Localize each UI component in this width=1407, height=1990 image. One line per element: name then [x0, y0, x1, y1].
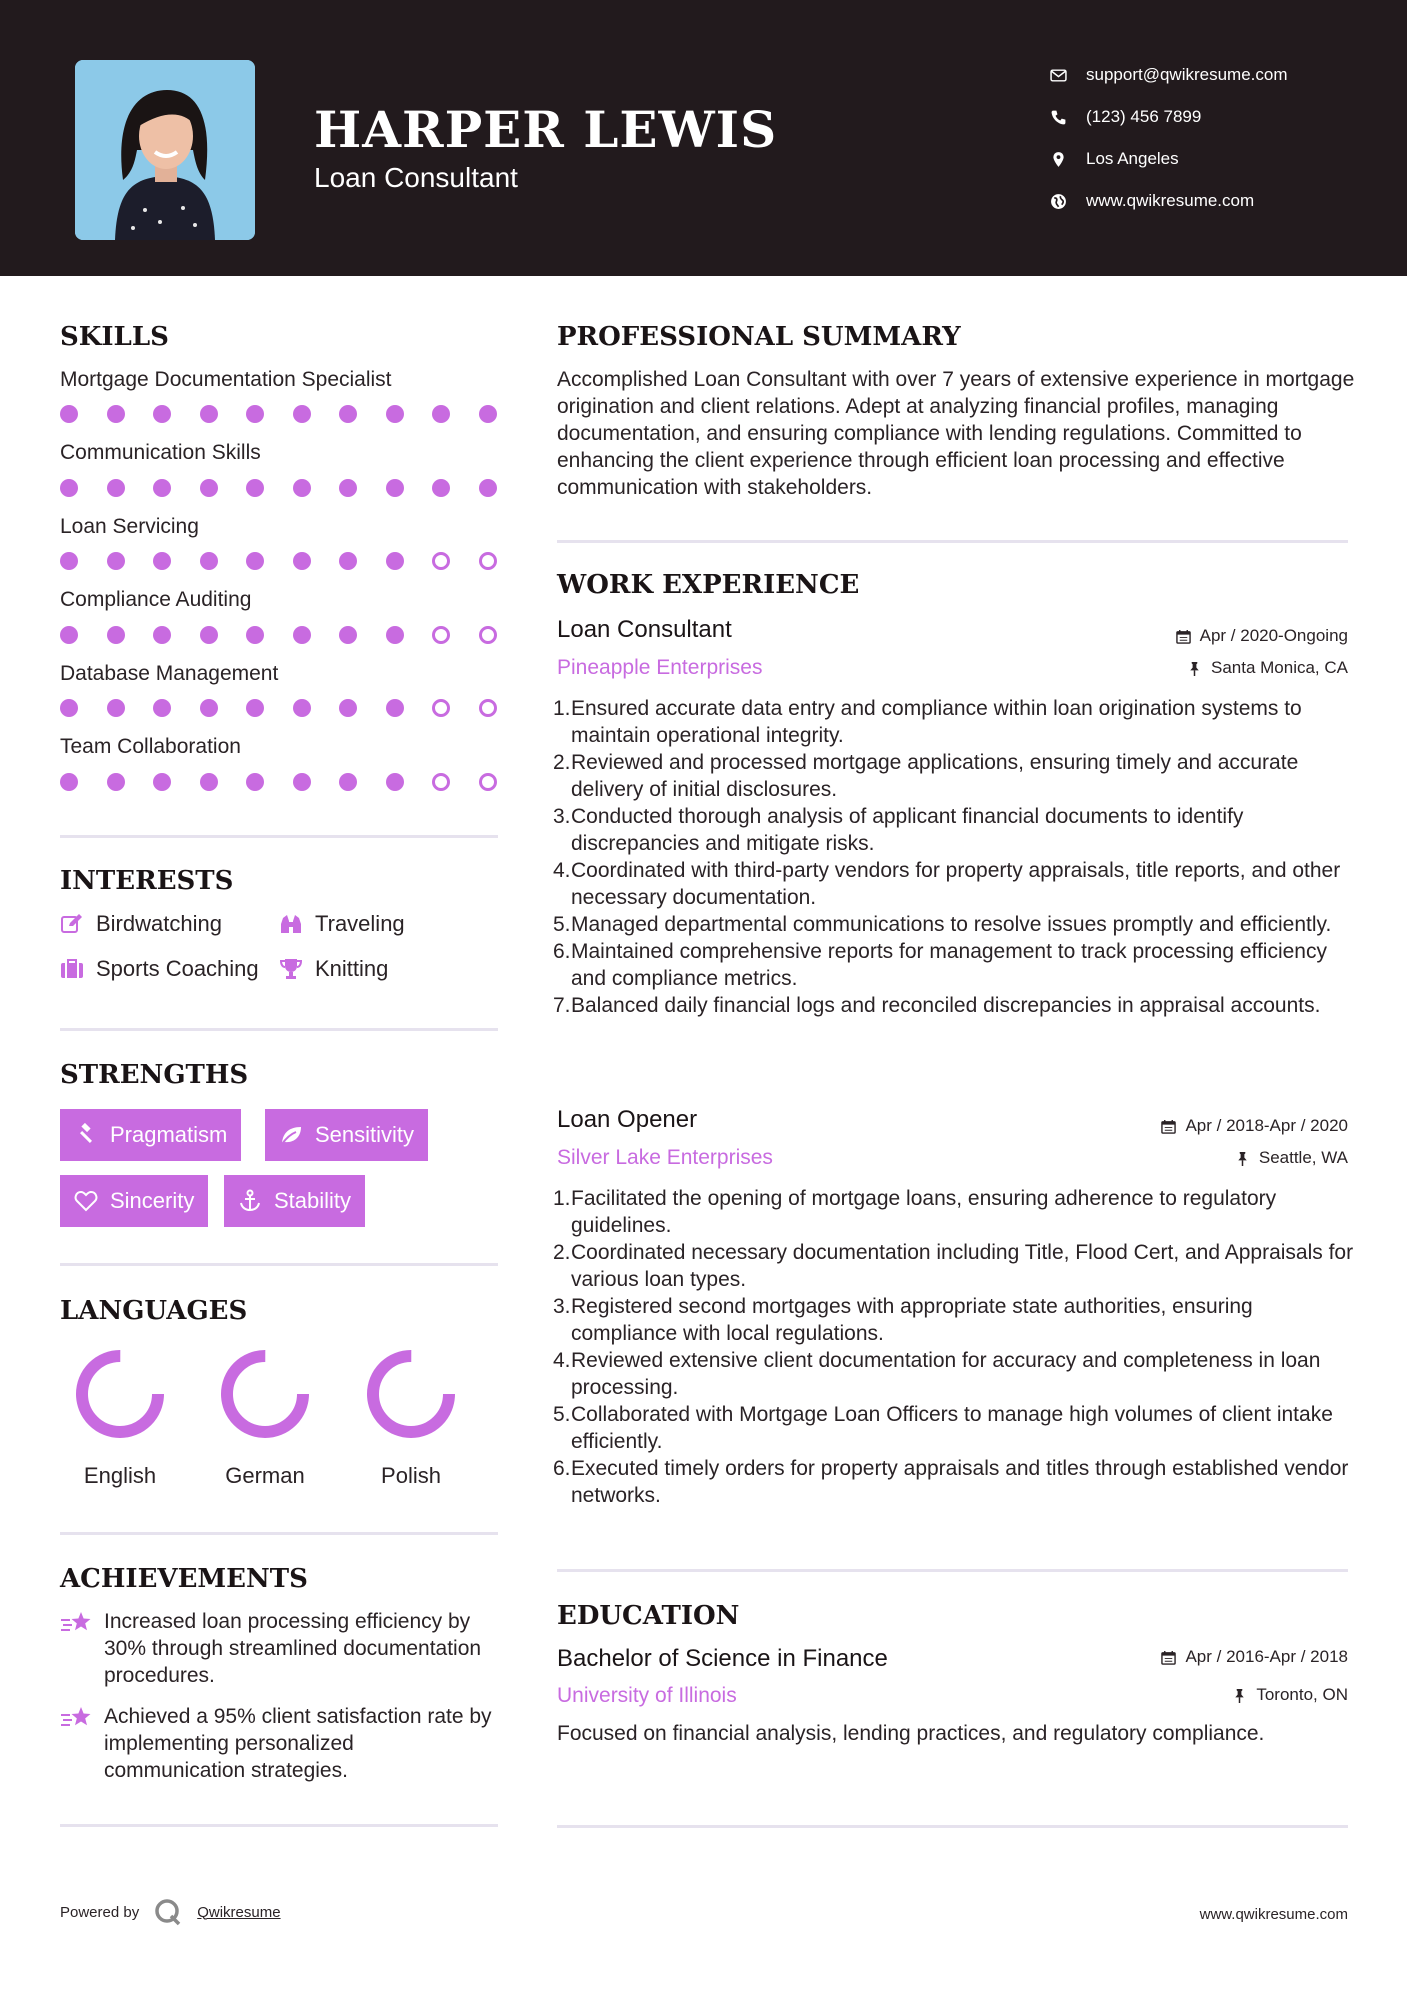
list-item: 3. Registered second mortgages with appropriate state authorities, ensuring compliance with local regulations.: [553, 1295, 1253, 1345]
rating-dot-filled: [60, 626, 78, 644]
calendar-icon: [1176, 629, 1191, 644]
language-item: English: [60, 1347, 180, 1489]
skill-name: Communication Skills: [60, 441, 261, 464]
envelope-icon: [1050, 67, 1086, 84]
briefcase-icon: [60, 957, 84, 981]
rating-dot-filled: [246, 699, 264, 717]
map-pin-icon: [1050, 151, 1086, 168]
language-item: Polish: [351, 1347, 471, 1489]
strength-tag: Stability: [224, 1175, 365, 1227]
summary-heading: PROFESSIONAL SUMMARY: [557, 322, 961, 352]
interest-item: Traveling: [279, 911, 405, 937]
shooting-star-icon: [60, 1610, 92, 1636]
language-level-ring: [218, 1347, 312, 1441]
skill-rating: [60, 626, 525, 644]
interest-item: Knitting: [279, 956, 388, 982]
rating-dot-filled: [200, 773, 218, 791]
profile-photo-image: [75, 60, 255, 240]
school-name: University of Illinois: [557, 1684, 737, 1707]
contact-list: [1050, 54, 1380, 222]
rating-dot-filled: [200, 479, 218, 497]
skill-name: Database Management: [60, 662, 279, 685]
rating-dot-filled: [339, 626, 357, 644]
interest-item: Birdwatching: [60, 911, 222, 937]
heart-icon: [74, 1189, 98, 1213]
rating-dot-filled: [386, 405, 404, 423]
summary-text: Accomplished Loan Consultant with over 7 years of extensive experience in mortgage origination and client relations. Adept at analyzing financial profiles, managing documentation, and ensuring compliance with lending regulations. Committed to enhancing the client experience through efficient loan processing and effective communication with stakeholders.: [557, 368, 1355, 499]
job-title: Loan Opener: [557, 1106, 698, 1133]
rating-dot-filled: [246, 773, 264, 791]
rating-dot-filled: [153, 405, 171, 423]
list-item: 4. Coordinated with third-party vendors for property appraisals, title reports, and other necessary documentation.: [553, 859, 1341, 909]
rating-dot-filled: [246, 479, 264, 497]
degree-title: Bachelor of Science in Finance: [557, 1645, 888, 1672]
rating-dot-filled: [432, 479, 450, 497]
footer-website-link[interactable]: www.qwikresume.com: [1199, 1906, 1348, 1923]
list-item: 1. Facilitated the opening of mortgage loans, ensuring adherence to regulatory guidelines.: [553, 1187, 1277, 1237]
rating-dot-filled: [293, 626, 311, 644]
education-heading: EDUCATION: [557, 1601, 740, 1631]
language-item: German: [205, 1347, 325, 1489]
skill-name: Loan Servicing: [60, 515, 199, 538]
rating-dot-empty: [432, 773, 450, 791]
rating-dot-filled: [432, 405, 450, 423]
rating-dot-empty: [479, 552, 497, 570]
strength-tag: Sincerity: [60, 1175, 208, 1227]
list-item: 5. Collaborated with Mortgage Loan Officers to manage high volumes of client intake efficiently.: [553, 1403, 1333, 1453]
list-item: 2. Reviewed and processed mortgage applications, ensuring timely and accurate delivery of initial disclosures.: [553, 751, 1299, 801]
footer-powered-by: Powered by Qwikresume: [60, 1897, 281, 1927]
rating-dot-filled: [107, 405, 125, 423]
rating-dot-filled: [246, 626, 264, 644]
leaf-icon: [279, 1123, 303, 1147]
rating-dot-filled: [246, 405, 264, 423]
languages-heading: LANGUAGES: [60, 1296, 248, 1326]
interest-item: Sports Coaching: [60, 956, 259, 982]
rating-dot-filled: [200, 552, 218, 570]
rating-dot-filled: [60, 405, 78, 423]
rating-dot-filled: [60, 773, 78, 791]
candidate-role: Loan Consultant: [314, 162, 518, 193]
job-title: Loan Consultant: [557, 616, 732, 643]
contact-phone[interactable]: (123) 456 7899: [1050, 96, 1380, 138]
contact-location: Los Angeles: [1050, 138, 1380, 180]
rating-dot-filled: [107, 552, 125, 570]
rating-dot-filled: [293, 479, 311, 497]
skill-rating: [60, 552, 525, 570]
candidate-name: HARPER LEWIS: [314, 100, 778, 159]
rating-dot-filled: [246, 552, 264, 570]
pushpin-icon: [1235, 1151, 1250, 1166]
section-divider: [557, 1569, 1348, 1572]
contact-website[interactable]: www.qwikresume.com: [1050, 180, 1380, 222]
qwikresume-logo-icon: [153, 1897, 183, 1927]
job-responsibilities: [553, 1185, 1357, 1509]
skill-rating: [60, 773, 525, 791]
rating-dot-filled: [339, 405, 357, 423]
profile-photo: [75, 60, 255, 240]
skill-name: Team Collaboration: [60, 735, 241, 758]
rating-dot-empty: [479, 773, 497, 791]
section-divider: [60, 1532, 498, 1535]
rating-dot-filled: [386, 626, 404, 644]
rating-dot-filled: [60, 552, 78, 570]
achievement-item: Achieved a 95% client satisfaction rate by implementing personalized communication strategies.: [60, 1703, 500, 1784]
list-item: 3. Conducted thorough analysis of applicant financial documents to identify discrepancies and mitigate risks.: [553, 805, 1244, 855]
list-item: 4. Reviewed extensive client documentation for accuracy and completeness in loan processing.: [553, 1349, 1321, 1399]
rating-dot-filled: [339, 479, 357, 497]
achievements-heading: ACHIEVEMENTS: [60, 1564, 308, 1594]
rating-dot-filled: [479, 479, 497, 497]
section-divider: [60, 1824, 498, 1827]
rating-dot-filled: [153, 552, 171, 570]
shooting-star-icon: [60, 1705, 92, 1731]
education-description: Focused on financial analysis, lending practices, and regulatory compliance.: [557, 1722, 1265, 1745]
skills-heading: SKILLS: [60, 322, 169, 352]
section-divider: [60, 1028, 498, 1031]
resume-header: [0, 0, 1407, 276]
rating-dot-filled: [153, 773, 171, 791]
rating-dot-filled: [293, 405, 311, 423]
calendar-icon: [1161, 1119, 1176, 1134]
job-responsibilities: [553, 695, 1357, 1019]
rating-dot-filled: [107, 773, 125, 791]
section-divider: [60, 835, 498, 838]
language-level-ring: [73, 1347, 167, 1441]
skill-rating: [60, 699, 525, 717]
education-location: Toronto, ON: [1232, 1685, 1348, 1705]
list-item: 5. Managed departmental communications to resolve issues promptly and efficiently.: [553, 913, 1332, 936]
rating-dot-filled: [386, 699, 404, 717]
rating-dot-filled: [339, 552, 357, 570]
rating-dot-filled: [153, 626, 171, 644]
pushpin-icon: [1187, 661, 1202, 676]
section-divider: [557, 1825, 1348, 1828]
rating-dot-empty: [479, 699, 497, 717]
rating-dot-filled: [339, 699, 357, 717]
section-divider: [557, 540, 1348, 543]
education-dates: Apr / 2016-Apr / 2018: [1161, 1647, 1348, 1667]
rating-dot-filled: [386, 552, 404, 570]
gavel-icon: [74, 1123, 98, 1147]
skill-rating: [60, 405, 525, 423]
achievement-item: Increased loan processing efficiency by 30% through streamlined documentation procedures.: [60, 1608, 500, 1689]
rating-dot-filled: [479, 405, 497, 423]
rating-dot-filled: [339, 773, 357, 791]
rating-dot-filled: [107, 479, 125, 497]
job-dates: Apr / 2020-Ongoing: [1176, 626, 1348, 646]
calendar-icon: [1161, 1650, 1176, 1665]
rating-dot-filled: [153, 699, 171, 717]
rating-dot-filled: [200, 699, 218, 717]
anchor-icon: [238, 1189, 262, 1213]
rating-dot-empty: [479, 626, 497, 644]
pencil-square-icon: [60, 912, 84, 936]
company-name: Silver Lake Enterprises: [557, 1146, 773, 1169]
strength-tag: Sensitivity: [265, 1109, 428, 1161]
binoculars-icon: [279, 912, 303, 936]
trophy-icon: [279, 957, 303, 981]
rating-dot-filled: [293, 773, 311, 791]
skill-rating: [60, 479, 525, 497]
rating-dot-empty: [432, 699, 450, 717]
rating-dot-empty: [432, 552, 450, 570]
rating-dot-filled: [293, 699, 311, 717]
rating-dot-filled: [386, 773, 404, 791]
rating-dot-filled: [60, 479, 78, 497]
rating-dot-filled: [107, 699, 125, 717]
rating-dot-filled: [293, 552, 311, 570]
job-dates: Apr / 2018-Apr / 2020: [1161, 1116, 1348, 1136]
rating-dot-filled: [153, 479, 171, 497]
rating-dot-filled: [200, 626, 218, 644]
globe-icon: [1050, 193, 1086, 210]
qwikresume-link[interactable]: Qwikresume: [197, 1903, 281, 1921]
list-item: 6. Maintained comprehensive reports for management to track processing efficiency and compliance metrics.: [553, 940, 1327, 990]
rating-dot-filled: [107, 626, 125, 644]
rating-dot-filled: [60, 699, 78, 717]
section-divider: [60, 1263, 498, 1266]
pushpin-icon: [1232, 1688, 1247, 1703]
rating-dot-empty: [432, 626, 450, 644]
job-location: Santa Monica, CA: [1187, 658, 1348, 678]
language-level-arc: [227, 1356, 303, 1432]
contact-email[interactable]: support@qwikresume.com: [1050, 54, 1380, 96]
list-item: 1. Ensured accurate data entry and compliance within loan origination systems to maintain operational integrity.: [553, 697, 1302, 747]
language-level-ring: [364, 1347, 458, 1441]
rating-dot-filled: [386, 479, 404, 497]
language-level-arc: [373, 1356, 449, 1432]
phone-icon: [1050, 109, 1086, 126]
job-location: Seattle, WA: [1235, 1148, 1348, 1168]
skill-name: Compliance Auditing: [60, 588, 252, 611]
list-item: 6. Executed timely orders for property appraisals and titles through established vendor networks.: [553, 1457, 1349, 1507]
skill-name: Mortgage Documentation Specialist: [60, 368, 392, 391]
list-item: 2. Coordinated necessary documentation including Title, Flood Cert, and Appraisals for various loan types.: [553, 1241, 1354, 1291]
rating-dot-filled: [200, 405, 218, 423]
experience-heading: WORK EXPERIENCE: [557, 570, 860, 600]
interests-heading: INTERESTS: [60, 866, 234, 896]
strength-tag: Pragmatism: [60, 1109, 241, 1161]
language-level-arc: [82, 1356, 158, 1432]
list-item: 7. Balanced daily financial logs and reconciled discrepancies in appraisal accounts.: [553, 994, 1321, 1017]
company-name: Pineapple Enterprises: [557, 656, 763, 679]
strengths-heading: STRENGTHS: [60, 1060, 249, 1090]
